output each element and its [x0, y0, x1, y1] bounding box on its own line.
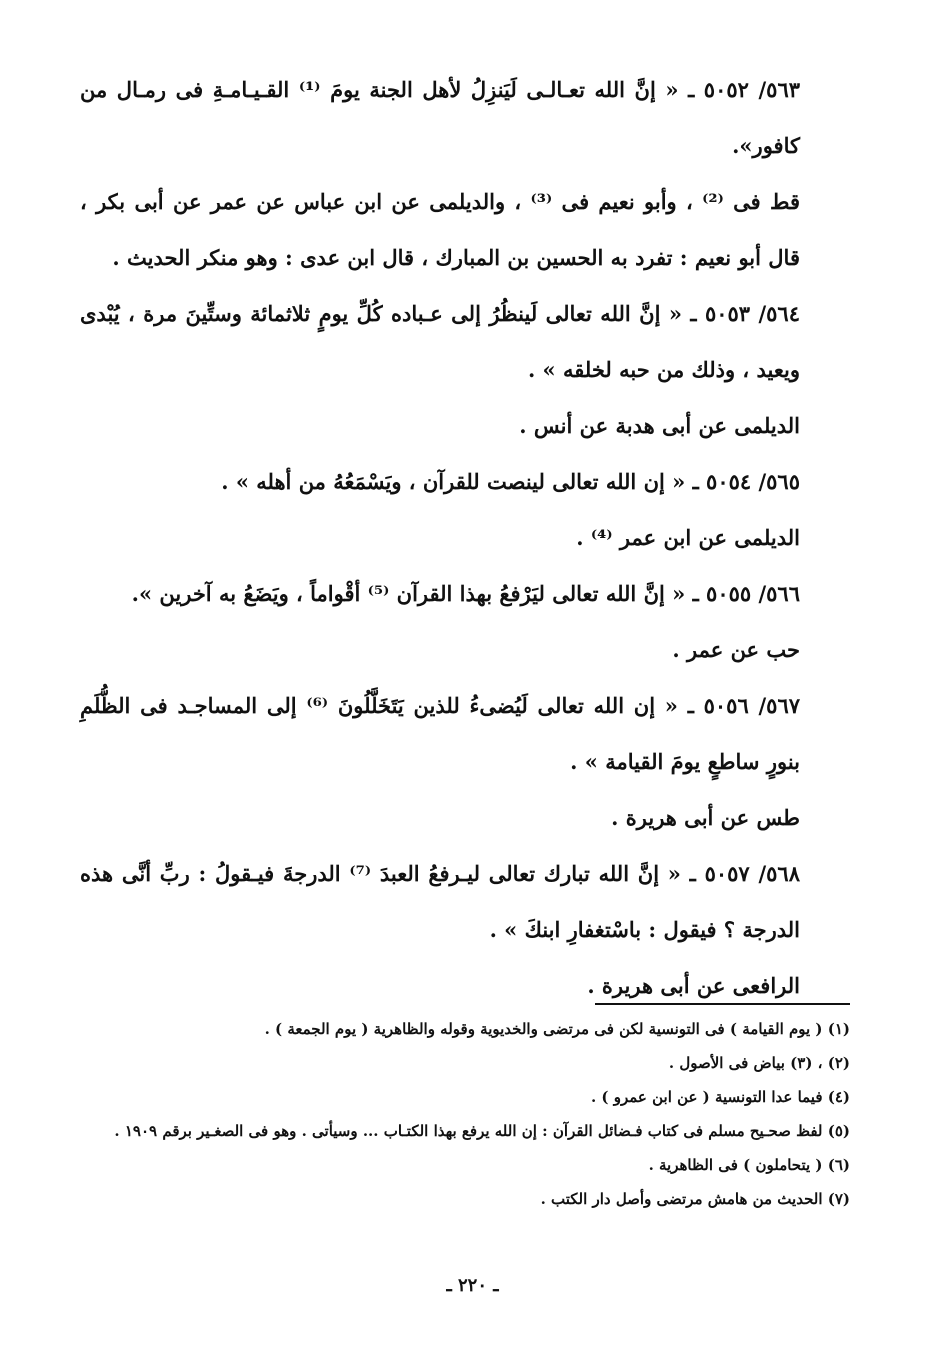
footnote-1: (١) ( يوم القيامة ) فى التونسية لكن فى مرتضى والخديوية وقوله والظاهرية ( يوم الجمعة ) . [264, 1020, 850, 1038]
hadith-564: ٥٦٤/ ٥٠٥٣ ـ « إنَّ الله تعالى لَينظُرُ إلى عـباده كُلِّ يومٍ ثلاثمائة وستِّينَ مرة ، يُبْدى ويعيد ، وذلك من حبه لخلقه » . [80, 301, 800, 382]
hadith-565: ٥٦٥/ ٥٠٥٤ ـ « إن الله تعالى لينصت للقرآن ، ويَسْمَعُهُ من أهله » . [221, 469, 800, 494]
page-number: ـ ٢٢٠ ـ [446, 1275, 499, 1296]
hadith-563: ٥٦٣/ ٥٠٥٢ ـ « إنَّ الله تعـالـى لَيَنزِلُ لأهل الجنة يومَ ⁽¹⁾ القـيـامـةِ فى رمـال من كافور». [80, 77, 801, 158]
footnotes [80, 1012, 850, 1216]
hadith-566: ٥٦٦/ ٥٠٥٥ ـ « إنَّ الله تعالى ليَرْفعُ بهذا القرآن ⁽⁵⁾ أقْواماً ، ويَضَعُ به آخرين ». [131, 581, 800, 606]
footnote-7: (٧) الحديث من هامش مرتضى وأصل دار الكتب . [540, 1190, 850, 1208]
source-563: قط فى ⁽²⁾ ، وأبو نعيم فى ⁽³⁾ ، والديلمى عن ابن عباس عن عمر عن أبى بكر ، قال أبو نعيم : تفرد به الحسين بن المبارك ، قال ابن عدى : وهو منكر الحديث . [80, 189, 801, 270]
source-566: حب عن عمر . [672, 637, 800, 662]
footnote-5: (٥) لفظ صحـيح مسلم فى كتاب فـضائل القرآن : إن الله يرفع بهذا الكتـاب ... وسيأتى . وهو فى الصغـير برقم ١٩٠٩ . [114, 1122, 850, 1140]
footnote-divider [595, 1003, 850, 1005]
footnote-2-3: (٢) ، (٣) بياض فى الأصول . [668, 1054, 850, 1072]
source-568: الرافعى عن أبى هريرة . [587, 973, 800, 998]
source-564: الديلمى عن أبى هدبة عن أنس . [519, 413, 800, 438]
main-text [80, 62, 850, 1014]
footnote-4: (٤) فيما عدا التونسية ( عن ابن عمرو ) . [590, 1088, 850, 1106]
source-567: طس عن أبى هريرة . [611, 805, 800, 830]
source-565: الديلمى عن ابن عمر ⁽⁴⁾ . [576, 525, 800, 550]
hadith-567: ٥٦٧/ ٥٠٥٦ ـ « إن الله تعالى لَيُضىءُ للذين يَتَخَلَّلُونَ ⁽⁶⁾ إلى المساجـد فى الظُّلَمِ بنورٍ ساطعٍ يومَ القيامة » . [80, 693, 801, 774]
footnote-6: (٦) ( يتحاملون ) فى الظاهرية . [648, 1156, 850, 1174]
hadith-568: ٥٦٨/ ٥٠٥٧ ـ « إنَّ الله تبارك تعالى ليـرفعُ العبدَ ⁽⁷⁾ الدرجةَ فيـقولُ : ربِّ أنَّى هذه الدرجة ؟ فيقول : باسْتغفارِ ابنكَ » . [80, 861, 800, 942]
